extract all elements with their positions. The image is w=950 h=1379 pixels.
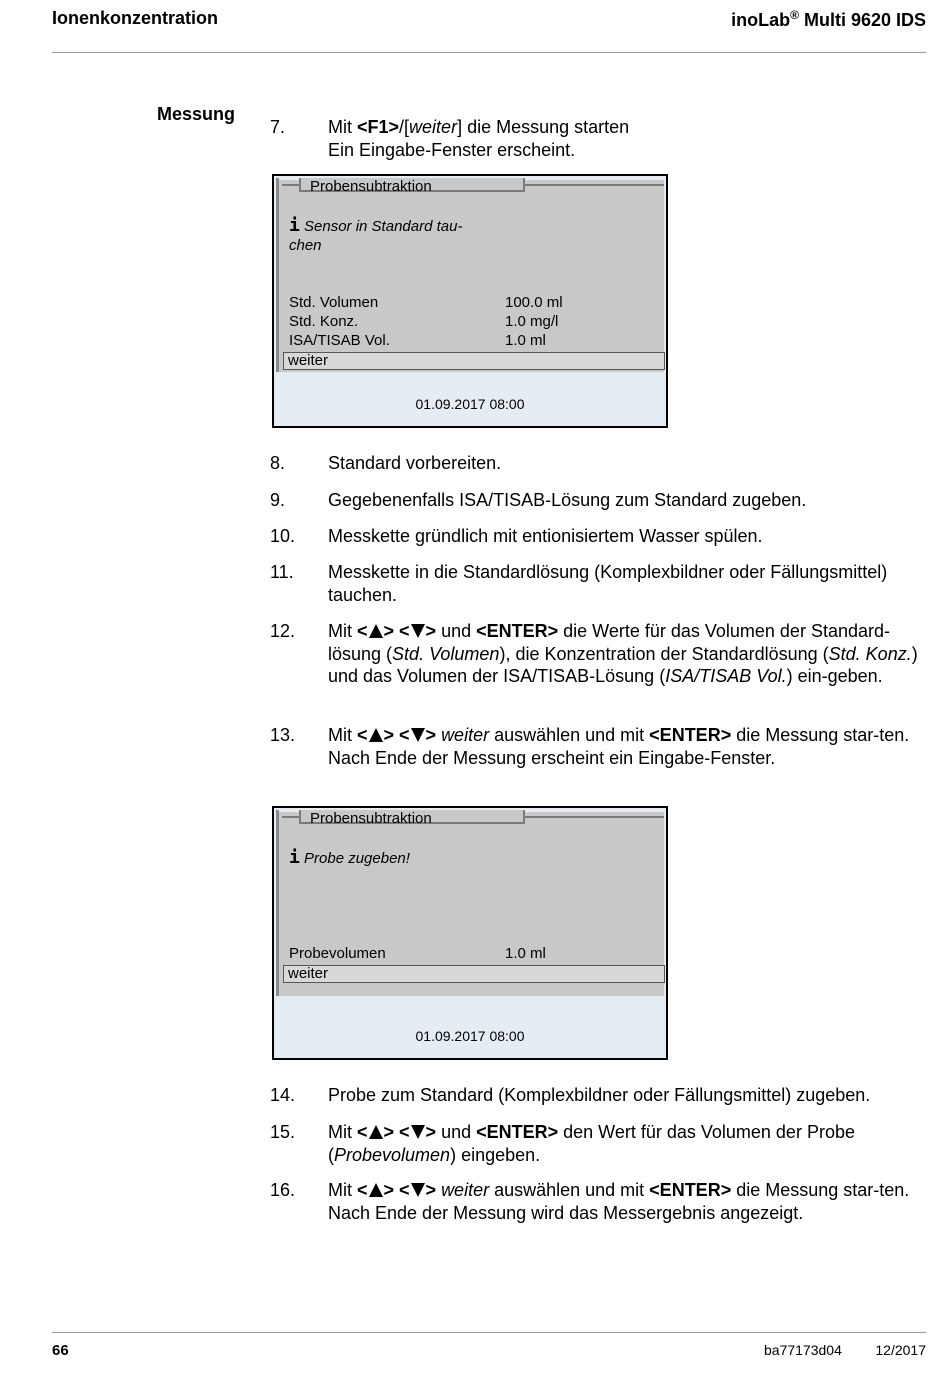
step-text: Messkette in die Standardlösung (Komplexbildner oder Fällungsmittel) tauchen.	[328, 562, 888, 605]
step-number: 12.	[270, 621, 296, 641]
info-icon: i	[289, 847, 300, 868]
device-screen-1	[272, 174, 668, 428]
screen-title: Probensubtraktion	[310, 178, 432, 195]
arrow-down-icon	[411, 1125, 425, 1139]
step-number: 15.	[270, 1122, 296, 1142]
step-11	[270, 561, 920, 606]
info-icon: i	[289, 215, 300, 236]
registered-mark: ®	[790, 8, 799, 22]
step-number: 14.	[270, 1085, 296, 1105]
arrow-up-icon	[369, 1183, 383, 1197]
arrow-down-icon	[411, 1183, 425, 1197]
step-9	[270, 489, 920, 512]
running-header-chapter: Ionenkonzentration	[52, 8, 218, 28]
step-text: Messkette gründlich mit entionisiertem Wasser spülen.	[328, 526, 763, 546]
arrow-up-icon	[369, 1125, 383, 1139]
header-rule	[52, 52, 926, 53]
step-text: Mit <F1>/[weiter] die Messung starten Ein Eingabe-Fenster erscheint.	[328, 117, 630, 160]
arrow-up-icon	[369, 624, 383, 638]
step-number: 13.	[270, 725, 296, 745]
footer-rule	[52, 1332, 926, 1333]
softkey-label: weiter	[409, 117, 458, 137]
running-header-product	[731, 8, 926, 31]
step-8	[270, 452, 920, 475]
arrow-down-icon	[411, 624, 425, 638]
step-text: Probe zum Standard (Komplexbildner oder Fällungsmittel) zugeben.	[328, 1085, 871, 1105]
screen-panel	[276, 810, 664, 996]
step-14	[270, 1084, 920, 1107]
row-value: 1.0 mg/l	[505, 313, 559, 330]
arrow-down-icon	[411, 728, 425, 742]
row-label: Std. Konz.	[289, 313, 359, 330]
arrow-up-icon	[369, 728, 383, 742]
step-13	[270, 724, 920, 769]
row-label: Std. Volumen	[289, 294, 379, 311]
step-text: Mit < > < > weiter auswählen und mit <ENTER> die Messung star-ten. Nach Ende der Messung erscheint ein Eingabe-Fenster.	[328, 725, 910, 768]
row-value: 100.0 ml	[505, 294, 563, 311]
brand-name: inoLab	[731, 10, 791, 30]
step-number: 9.	[270, 490, 286, 510]
step-number: 7.	[270, 117, 286, 137]
step-10	[270, 525, 920, 548]
document-date: 12/2017	[875, 1342, 926, 1358]
section-label: Messung	[157, 104, 236, 124]
step-number: 8.	[270, 453, 286, 473]
screen-panel	[276, 178, 664, 372]
step-12	[270, 620, 920, 688]
key-f1: <F1>	[357, 117, 400, 137]
screen-title: Probensubtraktion	[310, 810, 432, 827]
selected-item-weiter: weiter	[283, 965, 665, 983]
step-number: 10.	[270, 526, 296, 546]
step-text: Gegebenenfalls ISA/TISAB-Lösung zum Standard zugeben.	[328, 490, 807, 510]
step-text: Mit < > < > und <ENTER> die Werte für das Volumen der Standard-lösung (Std. Volumen), die Konzentration der Standardlösung (Std. Konz.) und das Volumen der ISA/TISAB-Lösung (ISA/TISAB Vol.) ein-geben.	[328, 621, 918, 686]
row-value: 1.0 ml	[505, 332, 546, 349]
key-enter: <ENTER>	[649, 725, 732, 745]
step-text: Mit < > < > und <ENTER> den Wert für das Volumen der Probe (Probevolumen) eingeben.	[328, 1122, 855, 1165]
step-text: Standard vorbereiten.	[328, 453, 502, 473]
info-message: i Sensor in Standard tau-chen	[289, 215, 463, 254]
info-message: i Probe zugeben!	[289, 847, 410, 868]
product-name: Multi 9620 IDS	[803, 10, 926, 30]
step-text: Mit < > < > weiter auswählen und mit <ENTER> die Messung star-ten. Nach Ende der Messung wird das Messergebnis angezeigt.	[328, 1180, 910, 1223]
device-screen-2	[272, 806, 668, 1060]
step-15	[270, 1121, 920, 1166]
row-value: 1.0 ml	[505, 945, 546, 962]
status-datetime: 01.09.2017 08:00	[415, 1028, 525, 1044]
step-number: 11.	[270, 562, 294, 582]
key-enter: <ENTER>	[649, 1180, 732, 1200]
status-datetime: 01.09.2017 08:00	[415, 396, 525, 412]
row-label: Probevolumen	[289, 945, 386, 962]
step-number: 16.	[270, 1180, 296, 1200]
step-7	[270, 116, 920, 161]
key-enter: <ENTER>	[476, 621, 559, 641]
step-16	[270, 1179, 920, 1224]
page-number: 66	[52, 1342, 69, 1359]
key-enter: <ENTER>	[476, 1122, 559, 1142]
selected-item-weiter: weiter	[283, 352, 665, 370]
document-id: ba77173d04	[764, 1342, 842, 1358]
row-label: ISA/TISAB Vol.	[289, 332, 390, 349]
